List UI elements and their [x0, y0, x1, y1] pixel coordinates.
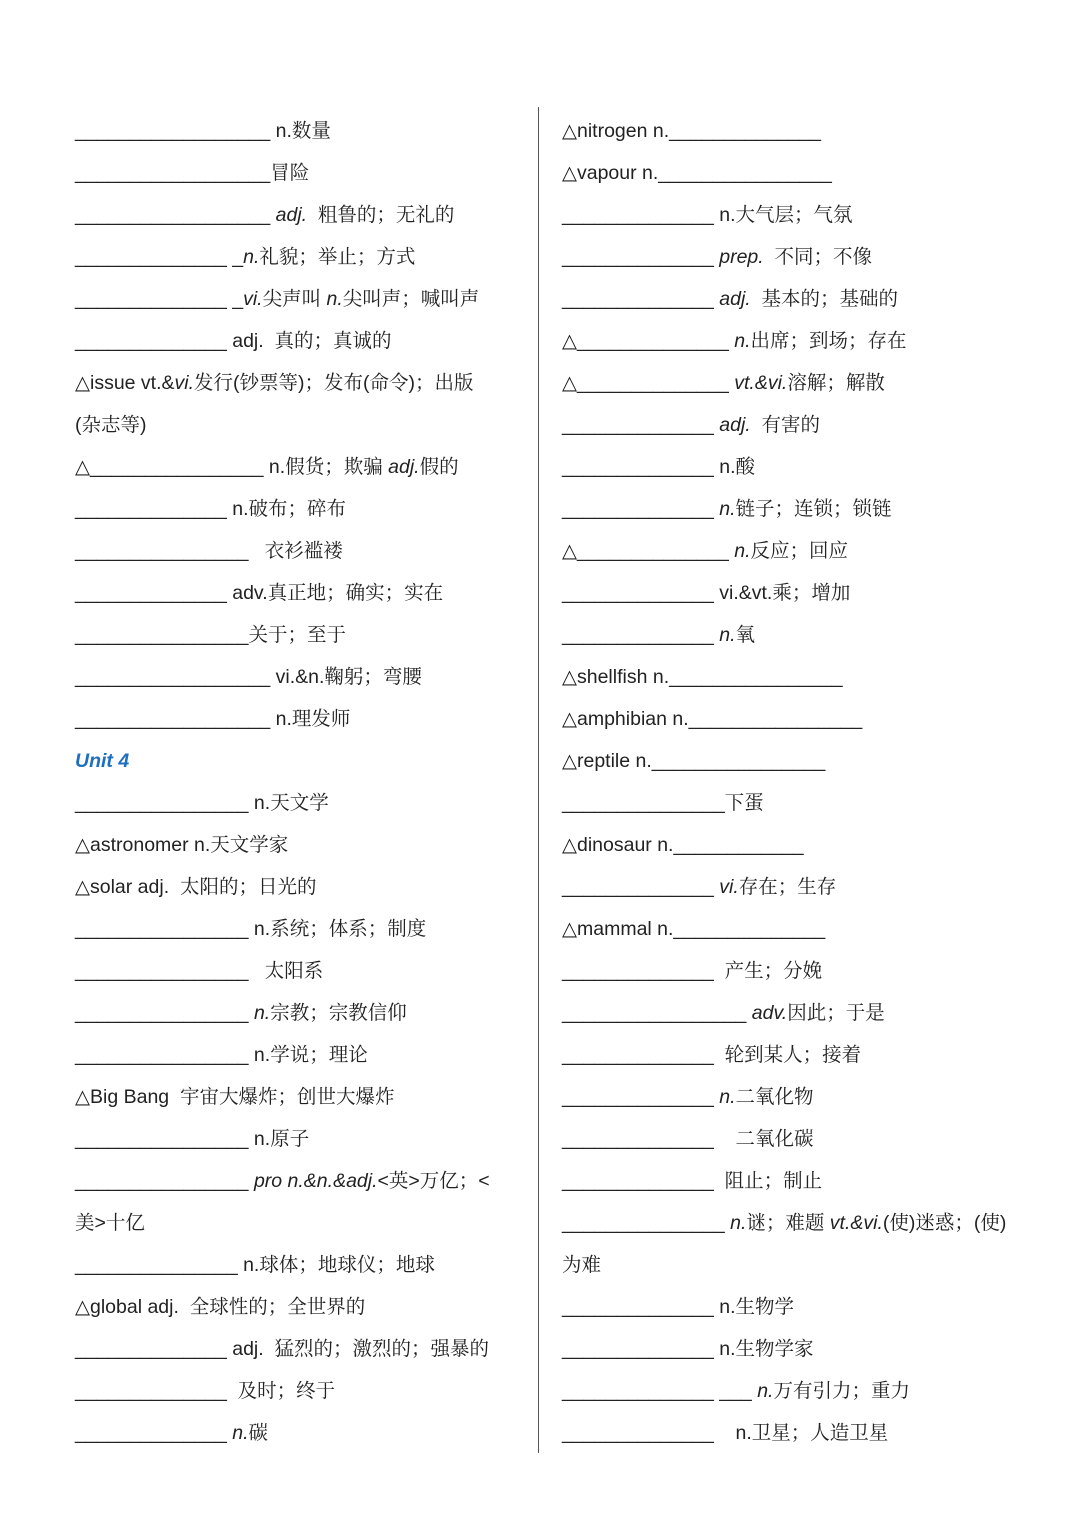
part-of-speech: n.: [719, 624, 736, 646]
vocab-line: [562, 1244, 1032, 1286]
vocab-text: 反应；回应: [750, 540, 849, 562]
vocab-line: [75, 1118, 530, 1160]
vocab-line: [562, 656, 1032, 698]
vocab-line: [75, 1034, 530, 1076]
vocab-text: ______________ adj. 真的；真诚的: [75, 330, 392, 352]
vocab-text: 宗教；宗教信仰: [270, 1002, 407, 1024]
vocab-line: [75, 950, 530, 992]
vocab-line: [562, 992, 1032, 1034]
vocab-text: 美>十亿: [75, 1212, 145, 1234]
vocab-text: △mammal n.______________: [562, 918, 826, 940]
part-of-speech: adj.: [275, 204, 308, 226]
part-of-speech: vt.&vi.: [829, 1212, 883, 1234]
vocab-text: ________________ n.原子: [75, 1128, 310, 1150]
vocab-text: ______________ ___: [562, 1380, 758, 1402]
vocab-text: ________________: [75, 1170, 254, 1192]
vocab-line: [562, 572, 1032, 614]
vocab-line: [75, 992, 530, 1034]
vocab-text: ________________: [75, 1002, 254, 1024]
vocab-text: 不同；不像: [763, 246, 873, 268]
part-of-speech: adj.: [388, 456, 420, 478]
vocab-text: ______________: [562, 288, 720, 310]
vocab-text: 尖叫声；喊叫声: [342, 288, 480, 310]
part-of-speech: adj.: [719, 288, 751, 310]
vocab-text: 为难: [562, 1254, 602, 1276]
vocab-text: ______________ n.酸: [562, 456, 756, 478]
vocab-line: [75, 1286, 530, 1328]
vocab-text: ______________: [562, 624, 720, 646]
vocab-text: __________________ n.数量: [75, 120, 331, 142]
vocab-text: ______________ 轮到某人；接着: [562, 1044, 862, 1066]
part-of-speech: n.: [326, 288, 343, 310]
vocab-line: [562, 152, 1032, 194]
vocab-text: △global adj. 全球性的；全世界的: [75, 1296, 366, 1318]
part-of-speech: n.: [253, 1002, 271, 1024]
vocab-line: [562, 236, 1032, 278]
vocab-text: __________________冒险: [75, 162, 310, 184]
vocab-line: [562, 1328, 1032, 1370]
vocab-text: △issue vt.&: [75, 372, 175, 394]
part-of-speech: prep.: [719, 246, 764, 268]
vocab-text: △dinosaur n.____________: [562, 834, 804, 856]
vocab-line: [562, 278, 1032, 320]
vocab-line: [75, 1328, 530, 1370]
vocab-text: ______________ n.生物学: [562, 1296, 795, 1318]
vocab-text: △solar adj. 太阳的；日光的: [75, 876, 317, 898]
part-of-speech: pro n.&n.&adj.: [253, 1170, 378, 1192]
vocab-text: 溶解；解散: [787, 372, 885, 394]
vocab-text: ________________ n.学说；理论: [75, 1044, 368, 1066]
vocab-text: △reptile n.________________: [562, 750, 826, 772]
vocab-text: ______________ n.破布；碎布: [75, 498, 347, 520]
vocab-line: [75, 1076, 530, 1118]
column-divider: [538, 107, 539, 1453]
vocab-text: ________________ 衣衫褴褛: [75, 540, 343, 562]
part-of-speech: n.: [719, 498, 736, 520]
vocab-line: [75, 656, 530, 698]
part-of-speech: vi.: [719, 876, 739, 898]
vocab-line: [75, 1370, 530, 1412]
vocab-line: [562, 530, 1032, 572]
vocab-line: [75, 530, 530, 572]
vocab-text: △________________ n.假货；欺骗: [75, 456, 389, 478]
vocab-line: [75, 572, 530, 614]
vocab-line: [562, 1202, 1032, 1244]
vocab-text: ______________ _: [75, 288, 244, 310]
vocab-text: ______________ 及时；终于: [75, 1380, 336, 1402]
vocab-text: △vapour n.________________: [562, 162, 832, 184]
vocab-text: 存在；生存: [738, 876, 837, 898]
vocab-line: [562, 1118, 1032, 1160]
vocab-text: <英>万亿；<: [377, 1170, 490, 1192]
vocab-text: ______________ n.卫星；人造卫星: [562, 1422, 889, 1444]
right-column: [562, 110, 1032, 1454]
vocab-text: ______________ _: [75, 246, 244, 268]
part-of-speech: n.: [757, 1380, 774, 1402]
vocab-text: __________________ vi.&n.鞠躬；弯腰: [75, 666, 422, 688]
vocab-line: [75, 866, 530, 908]
vocab-text: 出席；到场；存在: [750, 330, 907, 352]
vocab-text: 有害的: [750, 414, 821, 436]
vocab-text: 链子；连锁；锁链: [735, 498, 892, 520]
vocab-text: ______________ adv.真正地；确实；实在: [75, 582, 444, 604]
vocab-line: [562, 446, 1032, 488]
vocab-text: ______________ adj. 猛烈的；激烈的；强暴的: [75, 1338, 490, 1360]
vocab-text: _______________ n.球体；地球仪；地球: [75, 1254, 435, 1276]
vocab-line: [562, 866, 1032, 908]
vocab-text: (杂志等): [75, 414, 147, 436]
vocab-line: [75, 236, 530, 278]
vocab-line: [562, 320, 1032, 362]
vocab-line: [75, 824, 530, 866]
vocab-text: _______________下蛋: [562, 792, 764, 814]
vocab-text: 粗鲁的；无礼的: [307, 204, 455, 226]
vocab-line: [562, 194, 1032, 236]
vocab-line: [562, 1412, 1032, 1454]
vocab-text: 尖声叫: [262, 288, 327, 310]
vocab-text: ______________: [75, 1422, 233, 1444]
vocab-text: ______________ n.生物学家: [562, 1338, 814, 1360]
vocab-line: [75, 110, 530, 152]
part-of-speech: vi.: [243, 288, 263, 310]
vocab-text: ________________ n.天文学: [75, 792, 329, 814]
vocab-line: [562, 614, 1032, 656]
vocab-line: [562, 1370, 1032, 1412]
vocab-line: [75, 1202, 530, 1244]
vocab-text: 基本的；基础的: [750, 288, 899, 310]
vocab-text: ______________ n.大气层；气氛: [562, 204, 853, 226]
vocab-line: [562, 698, 1032, 740]
left-column: [75, 110, 530, 1454]
vocab-line: [75, 614, 530, 656]
vocab-text: ________________ n.系统；体系；制度: [75, 918, 427, 940]
vocab-line: [562, 488, 1032, 530]
vocab-text: ________________关于；至于: [75, 624, 347, 646]
vocab-line: [562, 362, 1032, 404]
vocab-text: ______________ 阻止；制止: [562, 1170, 823, 1192]
part-of-speech: n.: [719, 1086, 736, 1108]
vocab-text: ______________: [562, 1086, 720, 1108]
part-of-speech: n.: [243, 246, 260, 268]
vocab-text: 礼貌；举止；方式: [259, 246, 416, 268]
vocab-line: [562, 950, 1032, 992]
vocab-text: 假的: [419, 456, 459, 478]
vocab-text: 发行(钞票等)；发布(命令)；出版: [194, 372, 474, 394]
vocab-line: [75, 278, 530, 320]
vocab-line: [75, 1244, 530, 1286]
part-of-speech: n.: [730, 1212, 747, 1234]
vocab-text: 谜；难题: [746, 1212, 830, 1234]
vocab-text: △______________: [562, 330, 735, 352]
vocab-line: [562, 824, 1032, 866]
vocab-text: △______________: [562, 372, 735, 394]
vocab-line: [75, 698, 530, 740]
vocab-line: [562, 1034, 1032, 1076]
vocab-line: [562, 1286, 1032, 1328]
vocab-text: 碳: [248, 1422, 269, 1444]
vocab-line: [562, 782, 1032, 824]
vocab-text: △amphibian n.________________: [562, 708, 863, 730]
vocab-text: ______________: [562, 414, 720, 436]
unit-heading: Unit 4: [75, 750, 130, 772]
part-of-speech: adj.: [719, 414, 751, 436]
vocab-text: △shellfish n.________________: [562, 666, 843, 688]
vocab-line: [562, 740, 1032, 782]
vocab-text: ________________ 太阳系: [75, 960, 324, 982]
vocab-line: [75, 782, 530, 824]
vocab-text: 因此；于是: [787, 1002, 885, 1024]
vocab-line: [75, 1412, 530, 1454]
vocab-line: [562, 110, 1032, 152]
vocab-line: [562, 404, 1032, 446]
vocab-text: △astronomer n.天文学家: [75, 834, 289, 856]
vocab-line: [562, 1076, 1032, 1118]
vocab-text: ______________ vi.&vt.乘；增加: [562, 582, 851, 604]
vocab-text: 万有引力；重力: [773, 1380, 910, 1402]
part-of-speech: n.: [734, 540, 751, 562]
vocab-text: △Big Bang 宇宙大爆炸；创世大爆炸: [75, 1086, 395, 1108]
part-of-speech: n.: [232, 1422, 249, 1444]
vocab-line: [75, 488, 530, 530]
vocab-text: (使)迷惑；(使): [882, 1212, 1007, 1234]
part-of-speech: n.: [734, 330, 751, 352]
vocab-line: [75, 1160, 530, 1202]
vocab-text: 氧: [735, 624, 756, 646]
vocab-text: __________________: [75, 204, 276, 226]
vocab-text: △nitrogen n.______________: [562, 120, 821, 142]
vocab-text: ______________ 产生；分娩: [562, 960, 823, 982]
part-of-speech: adv.: [751, 1002, 788, 1024]
vocab-line: [75, 362, 530, 404]
vocab-line: [75, 152, 530, 194]
section-heading: [75, 740, 530, 782]
vocab-text: ______________: [562, 246, 720, 268]
vocab-line: [75, 320, 530, 362]
vocab-text: ______________: [562, 876, 720, 898]
vocab-text: 二氧化物: [735, 1086, 814, 1108]
vocab-line: [75, 446, 530, 488]
vocab-text: _________________: [562, 1002, 752, 1024]
vocab-line: [75, 404, 530, 446]
part-of-speech: vt.&vi.: [734, 372, 788, 394]
vocab-line: [562, 1160, 1032, 1202]
vocab-text: △______________: [562, 540, 735, 562]
vocab-text: _______________: [562, 1212, 731, 1234]
vocab-text: ______________ 二氧化碳: [562, 1128, 814, 1150]
part-of-speech: vi.: [174, 372, 195, 394]
vocab-line: [75, 194, 530, 236]
vocab-line: [562, 908, 1032, 950]
vocab-text: ______________: [562, 498, 720, 520]
vocab-text: __________________ n.理发师: [75, 708, 351, 730]
vocab-line: [75, 908, 530, 950]
